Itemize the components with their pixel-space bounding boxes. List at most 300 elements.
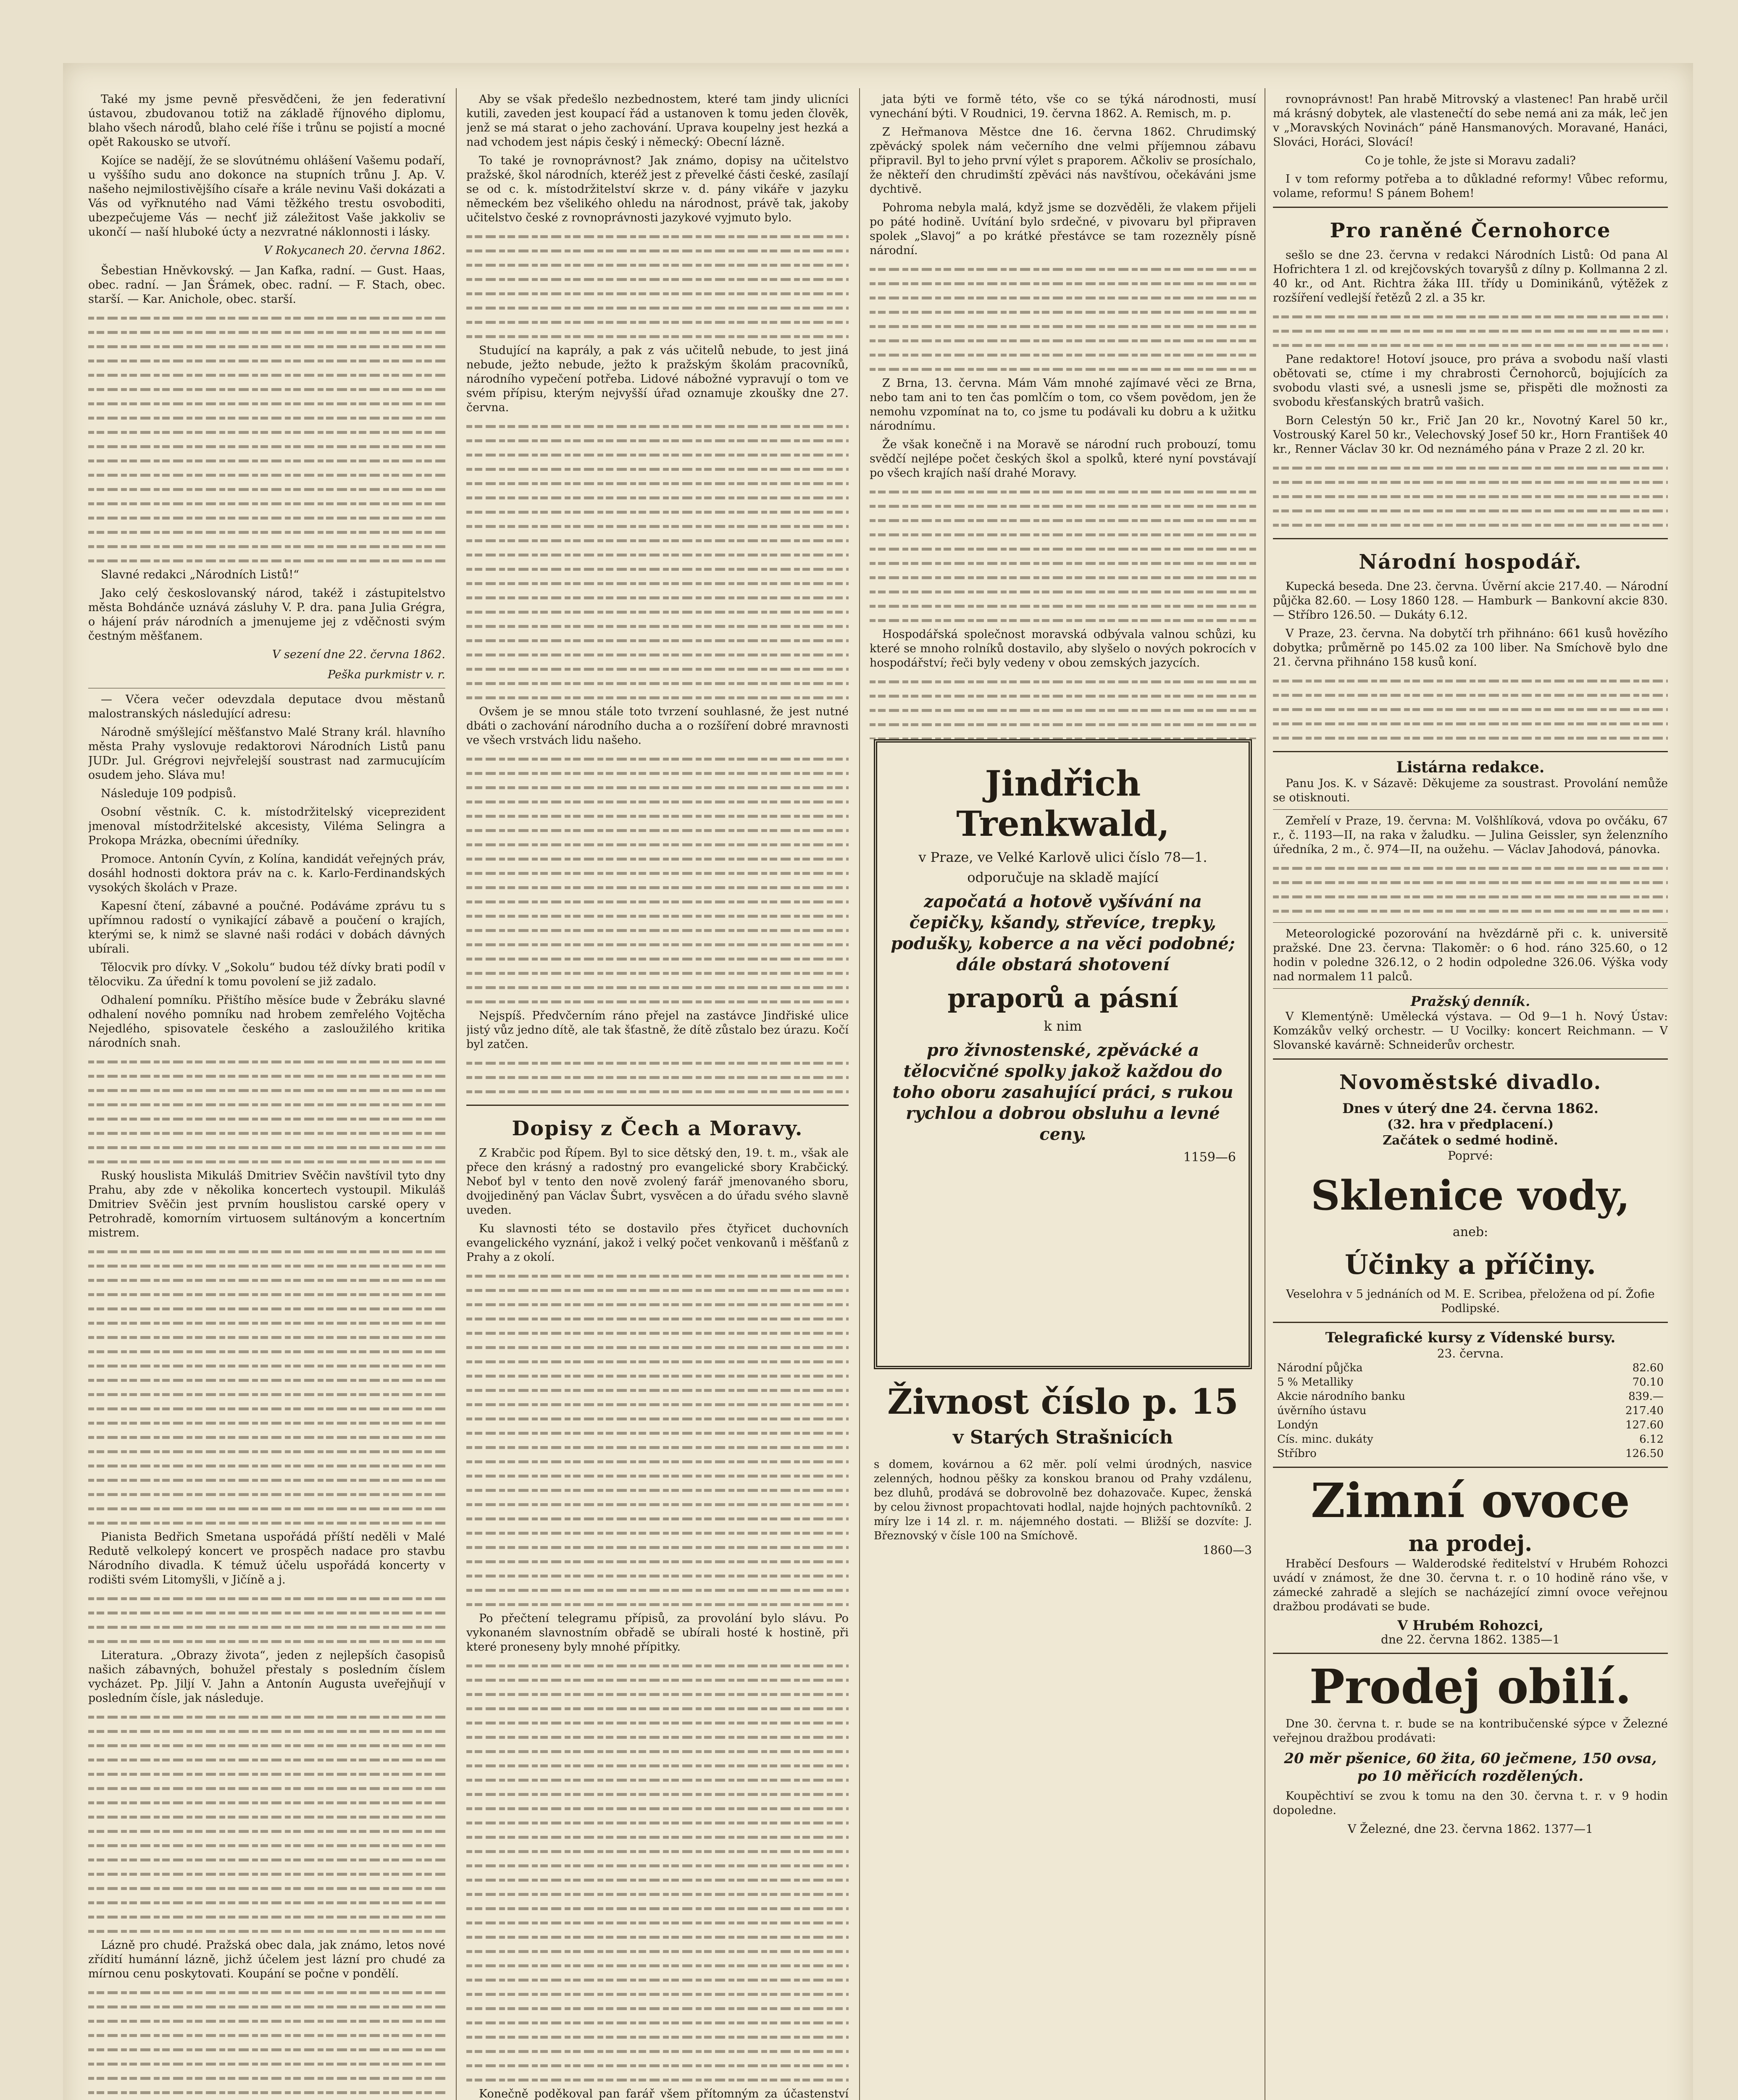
column-3 — [870, 92, 1256, 739]
text-line — [466, 315, 849, 329]
paragraph: V Klementýně: Umělecká výstava. — Od 9—1 h. Nový Ústav: Komzákův velký orchestr. — U Vocilky: koncert Reichmann. — V Slovanské kavárně: Schneiderův orchestr. — [1273, 1010, 1668, 1052]
divider — [1273, 1322, 1668, 1323]
divider — [1273, 1467, 1668, 1468]
paragraph: Pohroma nebyla malá, když jsme se dozvěděli, že vlakem přijeli po páté hodině. Uvítání bylo srdečné, v pivovaru byl připraven spolek „Slavoj“ a po krátké přestávce se tam rozezněly písně národní. — [870, 201, 1256, 257]
ad-items: 20 měr pšenice, 60 žita, 60 ječmene, 150 ovsa, po 10 měřicích rozdělených. — [1284, 1750, 1657, 1785]
text-line — [88, 1924, 445, 1938]
text-line — [466, 1326, 849, 1340]
text-line — [88, 354, 445, 368]
text-line — [466, 980, 849, 995]
text-line — [88, 1853, 445, 1867]
text-line — [88, 1055, 445, 1069]
text-line — [88, 1069, 445, 1083]
rate-row — [1273, 1418, 1668, 1432]
advertiser-name: Jindřich Trenkwald, — [956, 764, 1170, 844]
divider — [1273, 809, 1668, 810]
text-line — [466, 2001, 849, 2016]
rate-row — [1273, 1375, 1668, 1389]
paragraph: Konečně poděkoval pan farář všem přítomným za účastenství — [479, 2087, 849, 2100]
text-line — [88, 425, 445, 439]
text-line — [870, 732, 1256, 739]
text-line — [870, 570, 1256, 585]
text-line — [88, 1330, 445, 1344]
text-line — [870, 362, 1256, 376]
paragraph: Také my jsme pevně přesvědčeni, že jen federativní ústavou, zbudovanou totiž na základě říjnového diplomu, blaho všech národů, blaho celé říše i trůnu se pojistí a mocné opět Rakousko se utvoří. — [88, 93, 445, 149]
text-line — [466, 1816, 849, 1830]
text-line — [88, 1416, 445, 1430]
trenkwald-advertisement — [874, 739, 1252, 1369]
text-line — [466, 752, 849, 766]
paragraph: Hospodářská společnost moravská odbývala valnou schůzi, ku které se mnoho rolníků dostavilo, aby slyšelo o nových pokrocích v hospodářství; řeči byly vedeny v obou zemských jazycích. — [870, 628, 1256, 669]
text-line — [88, 1796, 445, 1810]
text-line — [466, 1084, 849, 1099]
ad-line: započatá a hotově vyšívání na čepičky, kšandy, střevíce, trepky, podušky, koberce a na věci podobné; dále obstará shotovení — [891, 892, 1235, 974]
rates-table — [1273, 1361, 1668, 1461]
names-list: Šebestian Hněvkovský. — Jan Kafka, radní. — Gust. Haas, obec. radní. — Jan Šrámek, obec. radní. — F. Stach, obec. starší. — Kar. Anichole, obec. starší. — [88, 264, 445, 306]
text-line — [88, 1502, 445, 1516]
text-line — [88, 1430, 445, 1444]
text-line — [88, 1710, 445, 1724]
paragraph: Pane redaktore! Hotoví jsouce, pro práva a svobodu naší vlasti obětovati se, ctíme i my chrabrosti Černohorců, bojujících za svobodu vlasti své, a usnesli jsme se, přispěti dle možnosti za svobodu křesťanských bratrů vašich. — [1273, 353, 1668, 409]
text-line — [870, 333, 1256, 348]
rate-name: Cís. minc. dukáty — [1277, 1433, 1373, 1446]
text-line — [88, 1881, 445, 1895]
text-line — [1273, 890, 1668, 904]
text-line — [1273, 310, 1668, 324]
paragraph: Panu Jos. K. v Sázavě: Děkujeme za soustrast. Provolání nemůže se otisknouti. — [1273, 777, 1668, 804]
text-line — [466, 1887, 849, 1901]
text-line — [466, 852, 849, 866]
text-line — [466, 1830, 849, 1844]
text-line — [466, 1497, 849, 1512]
paragraph: sešlo se dne 23. června v redakci Národních Listů: Od pana Al Hofrichtera 1 zl. od krejčovských tovaryšů z dílny p. Kollmanna 2 zl. 40 kr., od Ant. Richtra žáka III. třídy u Dominikánů, výtěžek z rozšíření vedlejší řetězů 2 zl. a 35 kr. — [1273, 249, 1668, 304]
text-line — [466, 229, 849, 244]
paragraph: Kapesní čtení, zábavné a poučné. Podáváme zprávu tu s upřímnou radostí o vynikající zábavě a poučení o krajích, kterými se, k nimž se slavné naši rodáci v dobách dávných ubírali. — [88, 900, 445, 956]
paragraph: Ovšem je se mnou stále toto tvrzení souhlasné, že jest nutné dbáti o zachování národního ducha a o rozšíření dobré mravnosti ve všech vrstvách lidu našeho. — [466, 705, 849, 747]
text-line — [88, 554, 445, 568]
text-line — [870, 585, 1256, 599]
rate-row — [1273, 1389, 1668, 1404]
text-line — [466, 662, 849, 676]
text-line — [466, 766, 849, 780]
rate-name: Národní půjčka — [1277, 1362, 1363, 1374]
paragraph: Jako celý českoslovanský národ, takéž i zástupitelstvo města Bohdánče uznává zásluhy V. P. dra. pana Julia Grégra, o hájení práv národních a jmenujeme jej z vděčnosti svým čestným měšťanem. — [88, 587, 445, 643]
text-line — [466, 533, 849, 548]
text-line — [1273, 717, 1668, 731]
paragraph: rovnoprávnost! Pan hrabě Mitrovský a vlastenec! Pan hrabě určil má krásný dobytek, ale vlastenečtí do sebe nemá ani za mák, leč jen v „Moravských Novinách“ páně Hansmanových. Moravané, Hanáci, Slováci, Horáci, Slovácí! — [1273, 93, 1668, 149]
text-line — [870, 319, 1256, 333]
paragraph: Následuje 109 podpisů. — [101, 787, 237, 800]
column-4 — [1273, 92, 1668, 2100]
text-line — [466, 866, 849, 880]
text-line — [466, 690, 849, 705]
text-line — [466, 780, 849, 795]
ad-line: odporučuje na skladě mající — [967, 869, 1159, 885]
text-line — [870, 703, 1256, 717]
paragraph: Aby se však předešlo nezbednostem, které tam jindy ulicníci kutili, zaveden jest koupací řád a ustanoven k tomu jeden člověk, jenž se má starat o jeho zachování. Uprava koupelny jest hezká a nad vchodem jest nápis český i německý: Obecní lázně. — [466, 93, 849, 149]
text-line — [88, 2042, 445, 2057]
paragraph: Z Krabčic pod Řípem. Byl to sice dětský den, 19. t. m., však ale přece den krásný a radostný pro evangelické sbory Krabčický. Neboť byl v tento den nově zvolený farář jmenovaného sboru, dvojjediněný pan Václav Šubrt, vysvěcen a do úřadu svého slavně uveden. — [466, 1147, 849, 1217]
text-line — [88, 1895, 445, 1910]
divider — [1273, 207, 1668, 208]
text-line — [466, 1569, 849, 1583]
paragraph: jata býti ve formě této, vše co se týká národnosti, musí vynechání býti. V Roudnici, 19. června 1862. A. Remisch, m. p. — [870, 93, 1256, 120]
text-line — [466, 1930, 849, 1944]
paragraph: Lázně pro chudé. Pražská obec dala, jak známo, letos nové zřídití humánní lázně, jichž účelem jest lázní pro chudé za mírnou cenu poskytovati. Koupání se počne v pondělí. — [88, 1939, 445, 1980]
paragraph: Hraběcí Desfours — Walderodské ředitelství v Hrubém Rohozci uvádí v známost, že dne 30. června t. r. o 10 hodině ráno vše, v zámecké zahradě a slejích se nacházející zimní ovoce veřejnou dražbou prodávati se bude. — [1273, 1557, 1668, 1613]
text-line — [466, 244, 849, 258]
text-line — [466, 1759, 849, 1773]
text-line — [870, 262, 1256, 276]
text-line — [870, 613, 1256, 627]
text-line — [466, 966, 849, 980]
rate-row — [1273, 1432, 1668, 1446]
text-line — [1273, 504, 1668, 518]
text-line — [466, 1583, 849, 1597]
section-heading: Telegrafické kursy z Vídenské bursy. — [1325, 1329, 1616, 1346]
text-line — [88, 1155, 445, 1169]
text-line — [466, 301, 849, 315]
text-line — [88, 525, 445, 539]
text-line — [870, 291, 1256, 305]
rate-value: 70.10 — [1632, 1376, 1664, 1389]
text-line — [870, 599, 1256, 613]
section-heading: Dopisy z Čech a Moravy. — [512, 1117, 803, 1140]
ad-title: Zimní ovoce — [1311, 1473, 1630, 1528]
text-line — [466, 2058, 849, 2073]
theatre-note: Poprvé: — [1448, 1149, 1493, 1163]
text-line — [466, 1512, 849, 1526]
text-line — [870, 485, 1256, 499]
text-line — [88, 396, 445, 411]
paragraph: Ruský houslista Mikuláš Dmitriev Svěčin navštívil tyto dny Prahu, aby zde v několika koncertech vystoupil. Mikuláš Dmitriev Svěčin jest prvním houslistou carské opery v Petrohradě, komorním virtuosem sultánovým a koncertním mistrem. — [88, 1169, 445, 1239]
text-line — [1273, 338, 1668, 352]
text-line — [88, 1606, 445, 1620]
text-line — [870, 348, 1256, 362]
paragraph: Promoce. Antonín Cyvín, z Kolína, kandidát veřejných práv, dosáhl hodnosti doktora práv na c. k. Karlo-Ferdinandských vysokých školách v Praze. — [88, 853, 445, 894]
text-line — [870, 717, 1256, 732]
text-line — [466, 1730, 849, 1744]
text-line — [88, 1634, 445, 1648]
paragraph: Ku slavnosti této se dostavilo přes čtyřicet duchovních evangelického vyznání, jakož i velký počet venkovanů i měšťanů z Prahy a z okolí. — [466, 1222, 849, 1264]
divider — [1273, 988, 1668, 989]
text-line — [466, 258, 849, 272]
rate-row — [1273, 1404, 1668, 1418]
signature-line: V Rokycanech 20. června 1862. — [263, 244, 445, 257]
text-line — [870, 276, 1256, 291]
text-line — [1273, 688, 1668, 702]
text-line — [466, 1944, 849, 1958]
text-line — [466, 505, 849, 519]
text-line — [466, 1597, 849, 1612]
text-line — [88, 1373, 445, 1387]
text-line — [870, 689, 1256, 703]
text-line — [466, 1312, 849, 1326]
text-line — [88, 1402, 445, 1416]
paragraph: Dne 30. června t. r. bude se na kontribučenské sýpce v Železné veřejnou dražbou prodávati: — [1273, 1717, 1668, 1745]
column-1 — [88, 92, 445, 2100]
paragraph: Kojíce se nadějí, že se slovútnému ohlášení Vašemu podaří, u vyššího sudu ano dokonce na stupních trůnu J. Ap. V. našeho nejmilostivějšího císaře a krále nevinu Vaši dokázati a Vás od vyřknutého nad Vámi těžkého trestu osvoboditi, ubezpečujeme Vás — nechť již záležitost Vaše jakkoliv se ukončí — naší hluboké úcty a nezvratné náklonnosti i lásky. — [88, 154, 445, 239]
text-line — [466, 648, 849, 662]
text-line — [466, 809, 849, 823]
text-line — [466, 1716, 849, 1730]
text-line — [88, 1259, 445, 1273]
text-line — [466, 676, 849, 690]
text-line — [466, 1673, 849, 1687]
text-line — [88, 439, 445, 454]
divider — [1273, 538, 1668, 539]
text-line — [88, 454, 445, 468]
paragraph: Studující na kaprály, a pak z vás učitelů nebude, to jest jiná nebude, ježto nebude, ježto k pražským školám pracovníků, národního vypečení potřeba. Lidové nábožné vypravují o tom ve svém přípisu, kterým nejvyšší úřad oznamuje zkoušky dne 27. června. — [466, 344, 849, 414]
text-line — [1273, 324, 1668, 338]
text-line — [88, 1316, 445, 1330]
play-conjunction: aneb: — [1452, 1225, 1488, 1239]
ad-number: 1159—6 — [1183, 1150, 1236, 1165]
text-line — [466, 2016, 849, 2030]
text-line — [1273, 861, 1668, 875]
ad-date: dne 22. června 1862. 1385—1 — [1380, 1633, 1560, 1646]
text-line — [466, 1659, 849, 1673]
text-line — [466, 1987, 849, 2001]
text-line — [88, 2085, 445, 2100]
text-line — [1273, 702, 1668, 717]
paragraph: Z Heřmanova Městce dne 16. června 1862. Chrudimský zpěvácký spolek nám večerního dne velmi příjemnou zábavu připravil. Byl to jeho první výlet s praporem. Ačkoliv se prosíchalo, že někteří den chrudimští zpěváci nás navštívou, očekáváni jsme dychtivě. — [870, 126, 1256, 196]
text-line — [88, 1302, 445, 1316]
text-line — [88, 1444, 445, 1459]
text-line — [870, 305, 1256, 319]
text-line — [88, 1724, 445, 1738]
text-line — [466, 1801, 849, 1816]
ad-subtitle: v Starých Strašnicích — [953, 1427, 1173, 1448]
text-line — [466, 419, 849, 433]
ad-body: s domem, kovárnou a 62 měr. polí velmi úrodných, nasvice zelenných, hodnou pěšky za konskou branou od Prahy vzdálenu, bez dluhů, prodává se dobrovolně bez dohazovače. Kupec, ženská by celou živnost propachtovati hodlal, najde hojných pachtovníků. 2 míry lze i 14 zl. r. m. nájemného dostati. — Bližší se dozvíte: J. Březnovský v čísle 100 na Smíchově. — [874, 1458, 1252, 1542]
paragraph: Z Brna, 13. června. Mám Vám mnohé zajímavé věci ze Brna, nebo tam ani to ten čas pomlčím o tom, co všem povědom, jen že nemohu vzpomínat na to, co jsme tu podávali ku dobru a k užitku národnímu. — [870, 377, 1256, 433]
text-line — [870, 513, 1256, 528]
text-line — [466, 995, 849, 1009]
paragraph: Pianista Bedřich Smetana uspořádá příští neděli v Malé Redutě velkolepý koncert ve prospěch nadace pro stavbu Národního divadla. K témuž účelu uspořádá koncerty v rodišti svém Litomyšli, v Jičíně a j. — [88, 1530, 445, 1586]
text-line — [466, 937, 849, 952]
ad-subtitle: na prodej. — [1408, 1531, 1533, 1557]
text-line — [88, 1112, 445, 1126]
rate-value: 217.40 — [1625, 1404, 1664, 1417]
text-line — [466, 837, 849, 852]
section-heading: Pro raněné Černohorce — [1330, 219, 1611, 242]
text-line — [466, 1297, 849, 1312]
text-line — [466, 476, 849, 491]
rate-value: 126.50 — [1625, 1447, 1664, 1460]
paragraph: Kupecká beseda. Dne 23. června. Úvěrní akcie 217.40. — Národní půjčka 82.60. — Losy 1860 128. — Hamburk — Bankovní akcie 830. — Stříbro 126.50. — Dukáty 6.12. — [1273, 580, 1668, 622]
paragraph: — Včera večer odevzdala deputace dvou městanů malostranských následující adresu: — [88, 693, 445, 720]
text-line — [466, 1958, 849, 1973]
text-line — [1273, 518, 1668, 532]
ad-number: 1860—3 — [1202, 1543, 1252, 1557]
text-line — [466, 576, 849, 591]
signature-line: V sezení dne 22. června 1862. — [272, 648, 445, 661]
text-line — [88, 2071, 445, 2085]
paragraph: Že však konečně i na Moravě se národní ruch probouzí, tomu svědčí nejlépe počet českých škol a spolků, které nyní povstávají po všech krajích naší drahé Moravy. — [870, 438, 1256, 480]
text-line — [88, 1767, 445, 1781]
text-line — [1273, 475, 1668, 489]
text-line — [88, 325, 445, 339]
column-divider — [859, 88, 860, 2100]
section-heading: Listárna redakce. — [1396, 759, 1545, 776]
text-line — [466, 895, 849, 909]
section-heading: Národní hospodář. — [1359, 550, 1582, 574]
text-line — [88, 2057, 445, 2071]
text-line — [466, 1540, 849, 1554]
paragraph: V Praze, 23. června. Na dobytčí trh přihnáno: 661 kusů hovězího dobytka; průměrně po 145.02 za 100 liber. Na Smíchově bylo dne 21. června přihnáno 158 kusů koní. — [1273, 627, 1668, 669]
text-line — [88, 1810, 445, 1824]
text-line — [1273, 461, 1668, 475]
text-line — [870, 675, 1256, 689]
text-line — [88, 1126, 445, 1140]
text-line — [466, 1858, 849, 1873]
ad-title: Prodej obilí. — [1309, 1659, 1632, 1714]
text-line — [466, 2044, 849, 2058]
text-line — [466, 548, 849, 562]
text-line — [870, 528, 1256, 542]
text-line — [88, 1838, 445, 1853]
text-line — [466, 1454, 849, 1469]
text-line — [466, 329, 849, 344]
text-line — [466, 1787, 849, 1801]
text-line — [88, 411, 445, 425]
text-line — [88, 1910, 445, 1924]
paragraph: Tělocvik pro dívky. V „Sokolu“ budou též dívky brati podíl v tělocviku. Za úřední k tomu povolení se již zadalo. — [88, 961, 445, 988]
text-line — [466, 1916, 849, 1930]
text-line — [466, 795, 849, 809]
text-line — [88, 1344, 445, 1359]
rate-name: Akcie národního banku — [1277, 1390, 1406, 1403]
divider — [1273, 751, 1668, 752]
text-line — [466, 1383, 849, 1397]
text-line — [88, 1738, 445, 1753]
ad-line: pro živnostenské, zpěvácké a tělocvičné spolky jakož každou do toho oboru zasahující práci, s rukou rychlou a dobrou obsluhu a levné ceny. — [892, 1040, 1233, 1144]
rate-value: 839.— — [1628, 1390, 1664, 1403]
text-line — [466, 1554, 849, 1569]
text-line — [88, 1287, 445, 1302]
text-line — [466, 272, 849, 286]
text-line — [466, 1369, 849, 1383]
paragraph: Národně smýšlející měšťanstvo Malé Strany král. hlavního města Prahy vyslovuje redaktorovi Národních Listů panu JUDr. Jul. Grégrovi nejvřelejší soustrast nad zarmucujícím osudem jeho. Sláva mu! — [88, 726, 445, 782]
text-line — [466, 605, 849, 619]
text-line — [466, 286, 849, 301]
text-line — [1273, 904, 1668, 918]
text-line — [466, 909, 849, 923]
paragraph: Osobní věstník. C. k. místodržitelský viceprezident jmenoval místodržitelské akcesisty, Viléma Selingra a Prokopa Mrázka, obecními úředníky. — [88, 806, 445, 847]
advertiser-address: v Praze, ve Velké Karlově ulici číslo 78—1. — [918, 849, 1207, 865]
text-line — [466, 1354, 849, 1369]
text-line — [466, 1469, 849, 1483]
paragraph: Zemřelí v Praze, 19. června: M. Volšhlíková, vdova po ovčáku, 67 r., č. 1193—II, na raka v žaludku. — Julina Geissler, syn želenzního úředníka, 2 m., č. 974—II, na oužehu. — Václav Jahodová, pánovka. — [1273, 814, 1668, 856]
divider — [1273, 1653, 1668, 1654]
text-line — [466, 1269, 849, 1283]
text-line — [466, 562, 849, 576]
rates-date: 23. června. — [1437, 1347, 1504, 1360]
text-line — [466, 462, 849, 476]
text-line — [466, 1844, 849, 1858]
divider — [466, 1105, 849, 1106]
text-line — [88, 382, 445, 396]
text-line — [88, 496, 445, 511]
paragraph: Born Celestýn 50 kr., Frič Jan 20 kr., Novotný Karel 50 kr., Vostrouský Karel 50 kr., Velechovský Josef 50 kr., Horn František 40 kr., Renner Václav 30 kr. Od neznámého pána v Praze 2 zl. 20 kr. — [1273, 414, 1668, 456]
text-line — [466, 2030, 849, 2044]
paragraph: Koupěchtiví se zvou k tomu na den 30. června t. r. v 9 hodin dopoledne. — [1273, 1790, 1668, 1817]
text-line — [466, 2073, 849, 2087]
text-line — [466, 1340, 849, 1354]
text-line — [870, 542, 1256, 556]
text-line — [1273, 875, 1668, 890]
text-line — [88, 2000, 445, 2014]
column-divider — [456, 88, 457, 2100]
text-line — [466, 1283, 849, 1297]
play-title: Sklenice vody, — [1311, 1172, 1630, 1219]
text-line — [1273, 731, 1668, 745]
ad-line: k nim — [1044, 1018, 1082, 1034]
divider — [1273, 922, 1668, 923]
text-line — [466, 448, 849, 462]
text-line — [88, 1753, 445, 1767]
text-line — [88, 1591, 445, 1606]
text-line — [466, 1687, 849, 1701]
text-line — [466, 1483, 849, 1497]
text-line — [88, 1140, 445, 1155]
paragraph: I v tom reformy potřeba a to důkladné reformy! Vůbec reformu, volame, reformu! S pánem Bohem! — [1273, 173, 1668, 200]
text-line — [466, 519, 849, 533]
text-line — [88, 1359, 445, 1373]
rate-value: 127.60 — [1625, 1419, 1664, 1431]
theatre-note: Začátek o sedmé hodině. — [1383, 1133, 1558, 1148]
text-line — [88, 1387, 445, 1402]
rate-value: 82.60 — [1632, 1362, 1664, 1374]
text-line — [870, 556, 1256, 570]
paragraph: Literatura. „Obrazy života“, jeden z nejlepších časopisů našich zábavných, bohužel přestaly s posledním číslem vycházet. Pp. Jiljí V. Jahn a Antonín Augusta uveřejňují v posledním čísle, jak následuje. — [88, 1649, 445, 1705]
text-line — [88, 1516, 445, 1530]
text-line — [88, 1473, 445, 1487]
section-heading: Pražský denník. — [1410, 993, 1530, 1009]
text-line — [88, 311, 445, 325]
ad-title: Živnost číslo p. 15 — [887, 1382, 1238, 1422]
rate-name: úvěrního ústavu — [1277, 1404, 1367, 1417]
text-line — [466, 1873, 849, 1887]
text-line — [466, 1773, 849, 1787]
paragraph: Po přečtení telegramu přípisů, za provolání bylo slávu. Po vykonaném slavnostním obřadě se ubírali hosté k hostině, při které proneseny byly mnohé přípitky. — [466, 1612, 849, 1654]
text-line — [466, 923, 849, 937]
text-line — [1273, 489, 1668, 504]
text-line — [466, 633, 849, 648]
text-line — [88, 1097, 445, 1112]
text-line — [88, 368, 445, 382]
text-line — [466, 1056, 849, 1070]
text-line — [88, 2028, 445, 2042]
rate-row — [1273, 1361, 1668, 1375]
play-subtitle: Účinky a příčiny. — [1345, 1249, 1596, 1281]
rate-name: Stříbro — [1277, 1447, 1317, 1460]
text-line — [88, 1083, 445, 1097]
text-line — [466, 952, 849, 966]
text-line — [88, 1781, 445, 1796]
paragraph: Nejspíš. Předvčerním ráno přejel na zastávce Jindřiské ulice jistý vůz jedno dítě, ale tak šťastně, že dítě zůstalo bez úrazu. Kočí byl zatčen. — [466, 1009, 849, 1051]
text-line — [88, 1244, 445, 1259]
rate-name: Londýn — [1277, 1419, 1318, 1431]
paragraph: Co je tohle, že jste si Moravu zadali? — [1365, 154, 1576, 167]
text-line — [88, 1459, 445, 1473]
text-line — [466, 591, 849, 605]
text-line — [466, 1973, 849, 1987]
text-line — [1273, 674, 1668, 688]
text-line — [88, 468, 445, 482]
ad-date: V Železné, dne 23. června 1862. 1377—1 — [1348, 1822, 1593, 1836]
